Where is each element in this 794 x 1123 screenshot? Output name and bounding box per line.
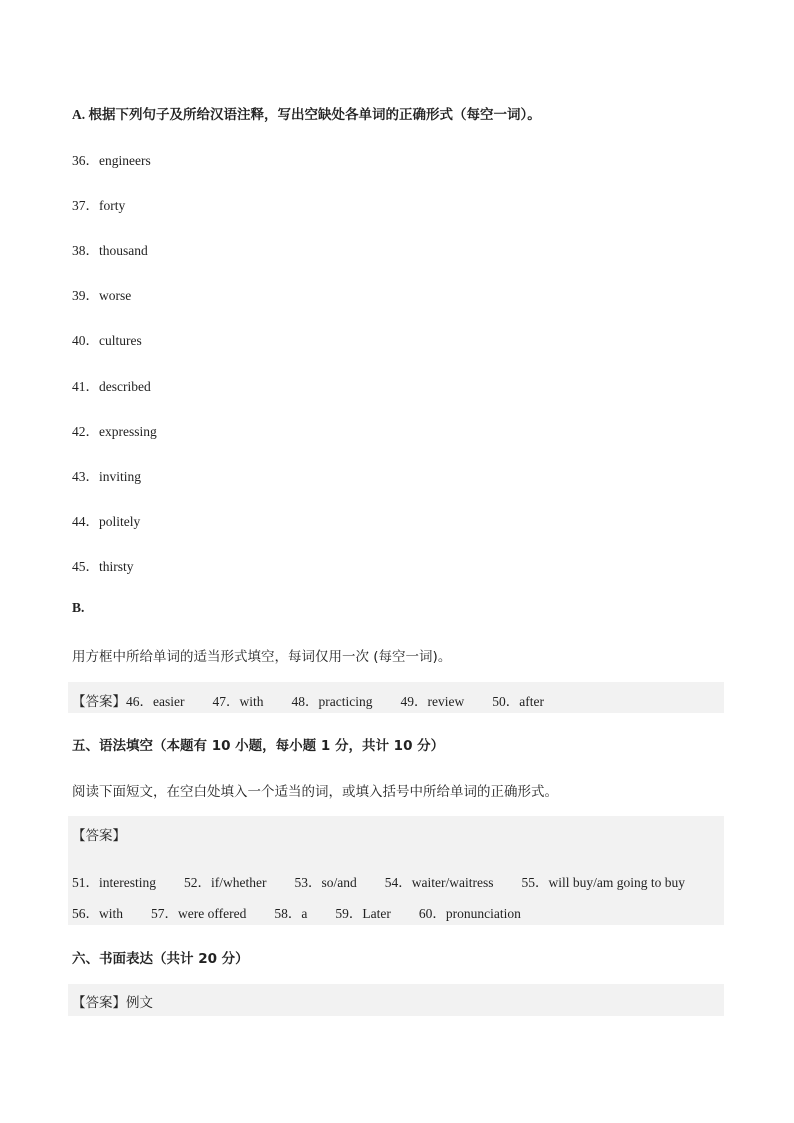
answer-label: 【答案】 [72,828,126,844]
answer-item [72,420,157,440]
item-number: 41． [72,378,99,394]
item-word: engineers [99,153,151,168]
item-number: 45． [72,558,99,574]
answer-item [72,194,125,214]
answer-label: 【答案】 [72,995,126,1011]
answer-item [72,329,142,349]
section-b-instruction: 用方框中所给单词的适当形式填空，每词仅用一次 (每空一词)。 [72,649,452,665]
item-number: 43． [72,468,99,484]
item-number: 36． [72,153,99,168]
item-word: cultures [99,333,142,349]
answer-label: 【答案】 [72,694,126,710]
answer-item: 57．were offered [151,906,247,921]
answer-item [72,465,141,485]
item-word: worse [99,288,132,304]
answer-item [72,375,151,395]
section-5-answers-row-2 [72,902,549,922]
answer-item: 53．so/and [294,875,357,890]
answer-item [72,239,148,259]
item-word: inviting [99,468,142,484]
item-number: 37． [72,198,99,214]
answer-item: 48．practicing [291,694,373,709]
answer-item: 51．interesting [72,875,156,890]
item-number: 42． [72,423,99,439]
answer-item [72,555,134,575]
item-number: 44． [72,513,99,529]
section-5-heading: 五、语法填空（本题有 10 小题，每小题 1 分，共计 10 分） [72,738,445,754]
answer-item: 46．easier [126,694,185,709]
item-word: politely [99,513,141,529]
item-word: forty [99,198,126,214]
answer-item [72,510,140,530]
answer-item: 49．review [400,694,465,709]
item-number: 39． [72,288,99,304]
section-b-answers [72,690,572,710]
item-word: thirsty [99,558,134,574]
answer-item: 54．waiter/waitress [384,875,494,890]
answer-item: 50．after [492,694,544,709]
answer-item [72,149,151,169]
section-b-heading: B. [72,600,85,615]
answer-item: 59．Later [335,906,391,921]
section-6-heading: 六、书面表达（共计 20 分） [72,951,249,967]
section-5-instruction: 阅读下面短文，在空白处填入一个适当的词，或填入括号中所给单词的正确形式。 [72,784,558,800]
answer-text: 例文 [126,995,153,1011]
answer-item: 60．pronunciation [418,906,521,921]
answer-item [72,284,131,304]
answer-item: 58．a [274,906,308,921]
section-5-answers-row-1 [72,871,713,891]
section-a-heading: A. 根据下列句子及所给汉语注释，写出空缺处各单词的正确形式（每空一词）。 [72,107,541,122]
section-6-answer [72,991,153,1011]
answer-item: 56．with [72,906,124,921]
item-word: described [99,378,151,394]
item-word: thousand [99,243,148,259]
answer-item: 55．will buy/am going to buy [521,875,685,890]
item-number: 40． [72,333,99,349]
section-6-answer-box [68,984,724,1016]
answer-item: 52．if/whether [184,875,267,890]
item-word: expressing [99,423,157,439]
item-number: 38． [72,243,99,259]
answer-item: 47．with [212,694,264,709]
